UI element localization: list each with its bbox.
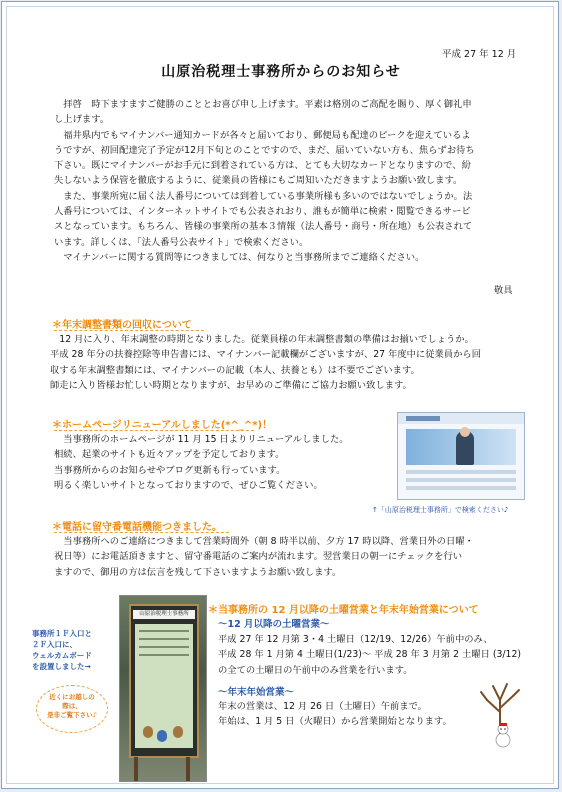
sub-heading-new-year: ～年末年始営業～ — [218, 687, 295, 698]
body-line: 祝日等）にお電話頂きますと、留守番電話のご案内が流れます。翌営業日の朝一にチェックを行い — [54, 551, 463, 563]
homepage-screenshot-image — [397, 412, 525, 500]
welcome-board — [129, 604, 199, 758]
document-title: 山原治税理士事務所からのお知らせ — [161, 64, 401, 80]
section-year-end-body — [50, 332, 481, 393]
intro-line: 人番号については、インターネットサイトでも公表されおり、誰もが簡単に検索・閲覧できるサービ — [54, 206, 471, 218]
document-date: 平成 27 年 12 月 — [442, 49, 517, 60]
intro-line: 下さい。既にマイナンバーがお手元に到着されている方は、とても大切なカードとなりますので、紛 — [54, 160, 471, 172]
body-line: 平成 28 年 1 月第 4 土曜日(1/23)～ 平成 28 年 3 月第 2 土曜日 (3/12) — [218, 649, 522, 661]
section-heading-answering-machine: ＊電話に留守番電話機能つきました。 — [52, 522, 222, 533]
bear-figure — [173, 726, 183, 738]
section-heading-homepage: ＊ホームページリニューアルしました(*^_^*)！ — [52, 420, 273, 431]
body-line: 12 月に入り、年末調整の時期となりました。従業員様の年末調整書類の準備はお揃いでしょうか。 — [50, 334, 474, 345]
body-line: 平成 28 年分の扶養控除等申告書には、マイナンバー記載欄がございますが、27 年度中に従業員から回 — [50, 349, 481, 361]
document-page — [1, 1, 559, 789]
board-panel — [135, 624, 193, 748]
welcome-board-callout: 事務所１Ｆ入口と ２Ｆ入口に、 ウェルカムボード を設置しました→ — [32, 629, 92, 671]
body-line: 師走に入り皆様お忙しい時期となりますが、お早めのご準備にご協力お願い致します。 — [50, 379, 412, 391]
closing-keigu: 敬具 — [494, 285, 513, 296]
intro-line: うですが、初回配達完了予定が12月下旬とのことですので、まだ、届いていない方も、焦らずお待ち — [54, 144, 475, 156]
child-figure — [157, 730, 167, 742]
intro-paragraphs — [54, 97, 475, 265]
body-line: 年始は、1 月 5 日（火曜日）から営業開始となります。 — [218, 716, 452, 728]
intro-line: し上げます。 — [54, 114, 110, 126]
intro-line: 福井県内でもマイナンバー通知カードが各々と届いており、郵便局も配達のピークを迎えているよ — [54, 129, 471, 141]
body-line: 明るく楽しいサイトとなっておりますので、ぜひご覧ください。 — [54, 479, 323, 491]
homepage-image-caption: ↑「山原治税理士事務所」で検索ください♪ — [372, 506, 509, 514]
body-line: 平成 27 年 12 月第 3・4 土曜日（12/19、12/26）午前中のみ、 — [218, 634, 493, 645]
saturday-hours-body — [218, 632, 521, 678]
body-line: 当事務所のホームページが 11 月 15 日よりリニューアルしました。 — [54, 434, 349, 445]
new-year-hours-body — [218, 699, 452, 730]
intro-line: スとなっています。もちろん、皆様の事業所の基本３情報（法人番号・商号・所在地）も公表されて — [54, 221, 473, 233]
body-line: 収する年末調整書類には、マイナンバーの記載（本人、扶養とも）は不要でございます。 — [50, 364, 420, 376]
board-title: 山原治税理士事務所 — [133, 610, 195, 619]
intro-line: また、事業所宛に届く法人番号については到着している事業所様も多いのではないでしょうか。法 — [54, 190, 473, 202]
body-line: 年末の営業は、12 月 26 日（土曜日）午前まで。 — [218, 701, 427, 712]
body-line: 当事務所へのご連絡につきまして営業時間外（朝 8 時半以前、夕方 17 時以降、営業日外の日曜・ — [54, 536, 474, 547]
intro-line: います。詳しくは、「法人番号公表サイト」で検索ください。 — [54, 236, 309, 248]
body-line: 相続、起業のサイトも近々アップを予定しております。 — [54, 449, 285, 461]
site-person-head — [460, 427, 470, 437]
intro-line: マイナンバーに関する質問等につきましては、何なりと当事務所までご連絡ください。 — [54, 251, 425, 263]
sub-heading-saturday: ～12 月以降の土曜営業～ — [218, 619, 330, 630]
heading-underline — [54, 532, 229, 533]
snowman-icon — [492, 722, 514, 748]
visit-invitation-bubble: 近くにお越しの 際は、 是非ご覧下さい♪ — [36, 685, 108, 733]
body-line: の全ての土曜日の午前中のみ営業を行います。 — [218, 664, 413, 676]
body-line: 当事務所からのお知らせやブログ更新も行っています。 — [54, 464, 286, 476]
intro-line: 拝啓 時下ますますご健勝のこととお喜び申し上げます。平素は格別のご高配を賜り、厚く御礼申 — [54, 99, 472, 110]
bear-figure — [143, 726, 153, 738]
section-heading-year-end: ＊年末調整書類の回収について — [52, 320, 192, 331]
welcome-board-photo — [119, 595, 207, 782]
heading-underline — [54, 330, 204, 331]
section-homepage-body — [54, 432, 349, 493]
section-answering-body — [54, 534, 474, 580]
intro-line: 失しないよう保管を徹底するように、従業員の皆様にもご周知いただきますようお願い致します。 — [54, 175, 463, 187]
body-line: ますので、御用の方は伝言を残して下さいますようお願い致します。 — [54, 566, 342, 578]
site-content-rows — [406, 470, 516, 494]
heading-underline — [54, 430, 254, 431]
section-heading-business-hours: ＊当事務所の 12 月以降の土曜営業と年末年始営業について — [208, 605, 479, 616]
site-logo — [406, 416, 440, 421]
